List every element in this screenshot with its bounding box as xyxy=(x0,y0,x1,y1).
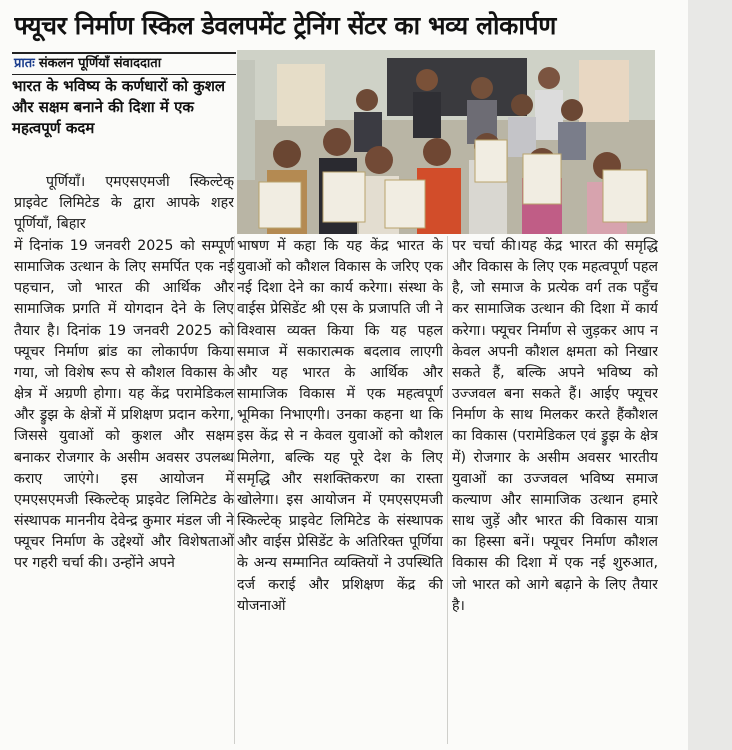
column-3-body: पर चर्चा की।यह केंद्र भारत की समृद्धि और विकास के लिए एक महत्वपूर्ण पहल है, जो समाज के प्रत्येक वर्ग तक पहुँच कर सामाजिक उत्थान की दिशा में कार्य करेगा। फ्यूचर निर्माण से जुड़कर आप न केवल अपनी कौशल क्षमता को निखार सकते हैं, बल्कि अपने भविष्य को उज्जवल बना सकते हैं। आईए फ्यूचर निर्माण के साथ मिलकर करते हैंकौशल का विकास (परामेडिकल एवं ड्रुझ के क्षेत्र में) रोजगार के असीम अवसर भारतीय युवाओं का उज्जवल भविष्य समाज कल्याण और सामाजिक उत्थान हमारे साथ जुड़ें और भारत की विकास यात्रा का हिस्सा बनें। फ्यूचर निर्माण कौशल विकास की दिशा में एक नई शुरुआत, जो भारत को आगे बढ़ाने के लिए तैयार है। xyxy=(452,238,658,614)
byline-text: संकलन पूर्णियाँ संवाददाता xyxy=(38,56,162,71)
column-1-lead: पूर्णियाँ। एमएसएमजी स्किल्टेक् प्राइवेट लिमिटेड के द्वारा आपके शहर पूर्णियाँ, बिहार xyxy=(14,174,234,233)
article-byline xyxy=(12,52,236,75)
event-photo xyxy=(237,50,655,234)
page-margin-strip xyxy=(688,0,732,750)
column-1-body: में दिनांक 19 जनवरी 2025 को सम्पूर्ण सामाजिक उत्थान के लिए समर्पित एक नई पहचान, जो भारत की आर्थिक और सामाजिक प्रगति में योगदान देने के लिए तैयार है। दिनांक 19 जनवरी 2025 को फ्यूचर निर्माण ब्रांड का लोकार्पण किया गया, जो विशेष रूप से कौशल विकास के क्षेत्र में अग्रणी होगा। यह केंद्र परामेडिकल और ड्रुझ के क्षेत्रों में प्रशिक्षण प्रदान करेगा, जिससे युवाओं को कुशल और सक्षम बनाकर रोजगार के असीम अवसर उपलब्ध कराए जाएंगे। इस आयोजन में एमएसएमजी स्किल्टेक् प्राइवेट लिमिटेड के संस्थापक माननीय देवेन्द्र कुमार मंडल जी ने फ्यूचर निर्माण के उद्देश्यों और विशेषताओं पर गहरी चर्चा की। उन्होंने अपने xyxy=(14,238,234,572)
column-2-body: भाषण में कहा कि यह केंद्र भारत के युवाओं को कौशल विकास के जरिए एक नई दिशा देने का कार्य करेगा। संस्था के वाईस प्रेसिडेंट श्री एस के प्रजापति जी ने विश्वास व्यक्त किया कि यह पहल समाज में सकारात्मक बदलाव लाएगी और यह भारत के आर्थिक और सामाजिक विकास में एक महत्वपूर्ण भूमिका निभाएगी। उनका कहना था कि इस केंद्र से न केवल युवाओं को कौशल मिलेगा, बल्कि यह पूरे देश के लिए समृद्धि और सशक्तिकरण का रास्ता खोलेगा। इस आयोजन में एमएसएमजी स्किल्टेक् प्राइवेट लिमिटेड के संस्थापक और वाईस प्रेसिडेंट के अतिरिक्त पूर्णिया के अन्य सम्मानित व्यक्तियों ने उपस्थिति दर्ज कराई और प्रशिक्षण केंद्र की योजनाओं xyxy=(237,238,443,614)
article-headline: फ्यूचर निर्माण स्किल डेवलपमेंट ट्रेनिंग सेंटर का भव्य लोकार्पण xyxy=(14,11,556,40)
byline-tag: प्रातः xyxy=(14,56,35,71)
article-subheading: भारत के भविष्य के कर्णधारों को कुशल और सक्षम बनाने की दिशा में एक महत्वपूर्ण कदम xyxy=(12,77,226,137)
column-divider xyxy=(447,236,448,744)
group-photo-illustration xyxy=(237,50,655,234)
column-divider xyxy=(234,236,235,744)
